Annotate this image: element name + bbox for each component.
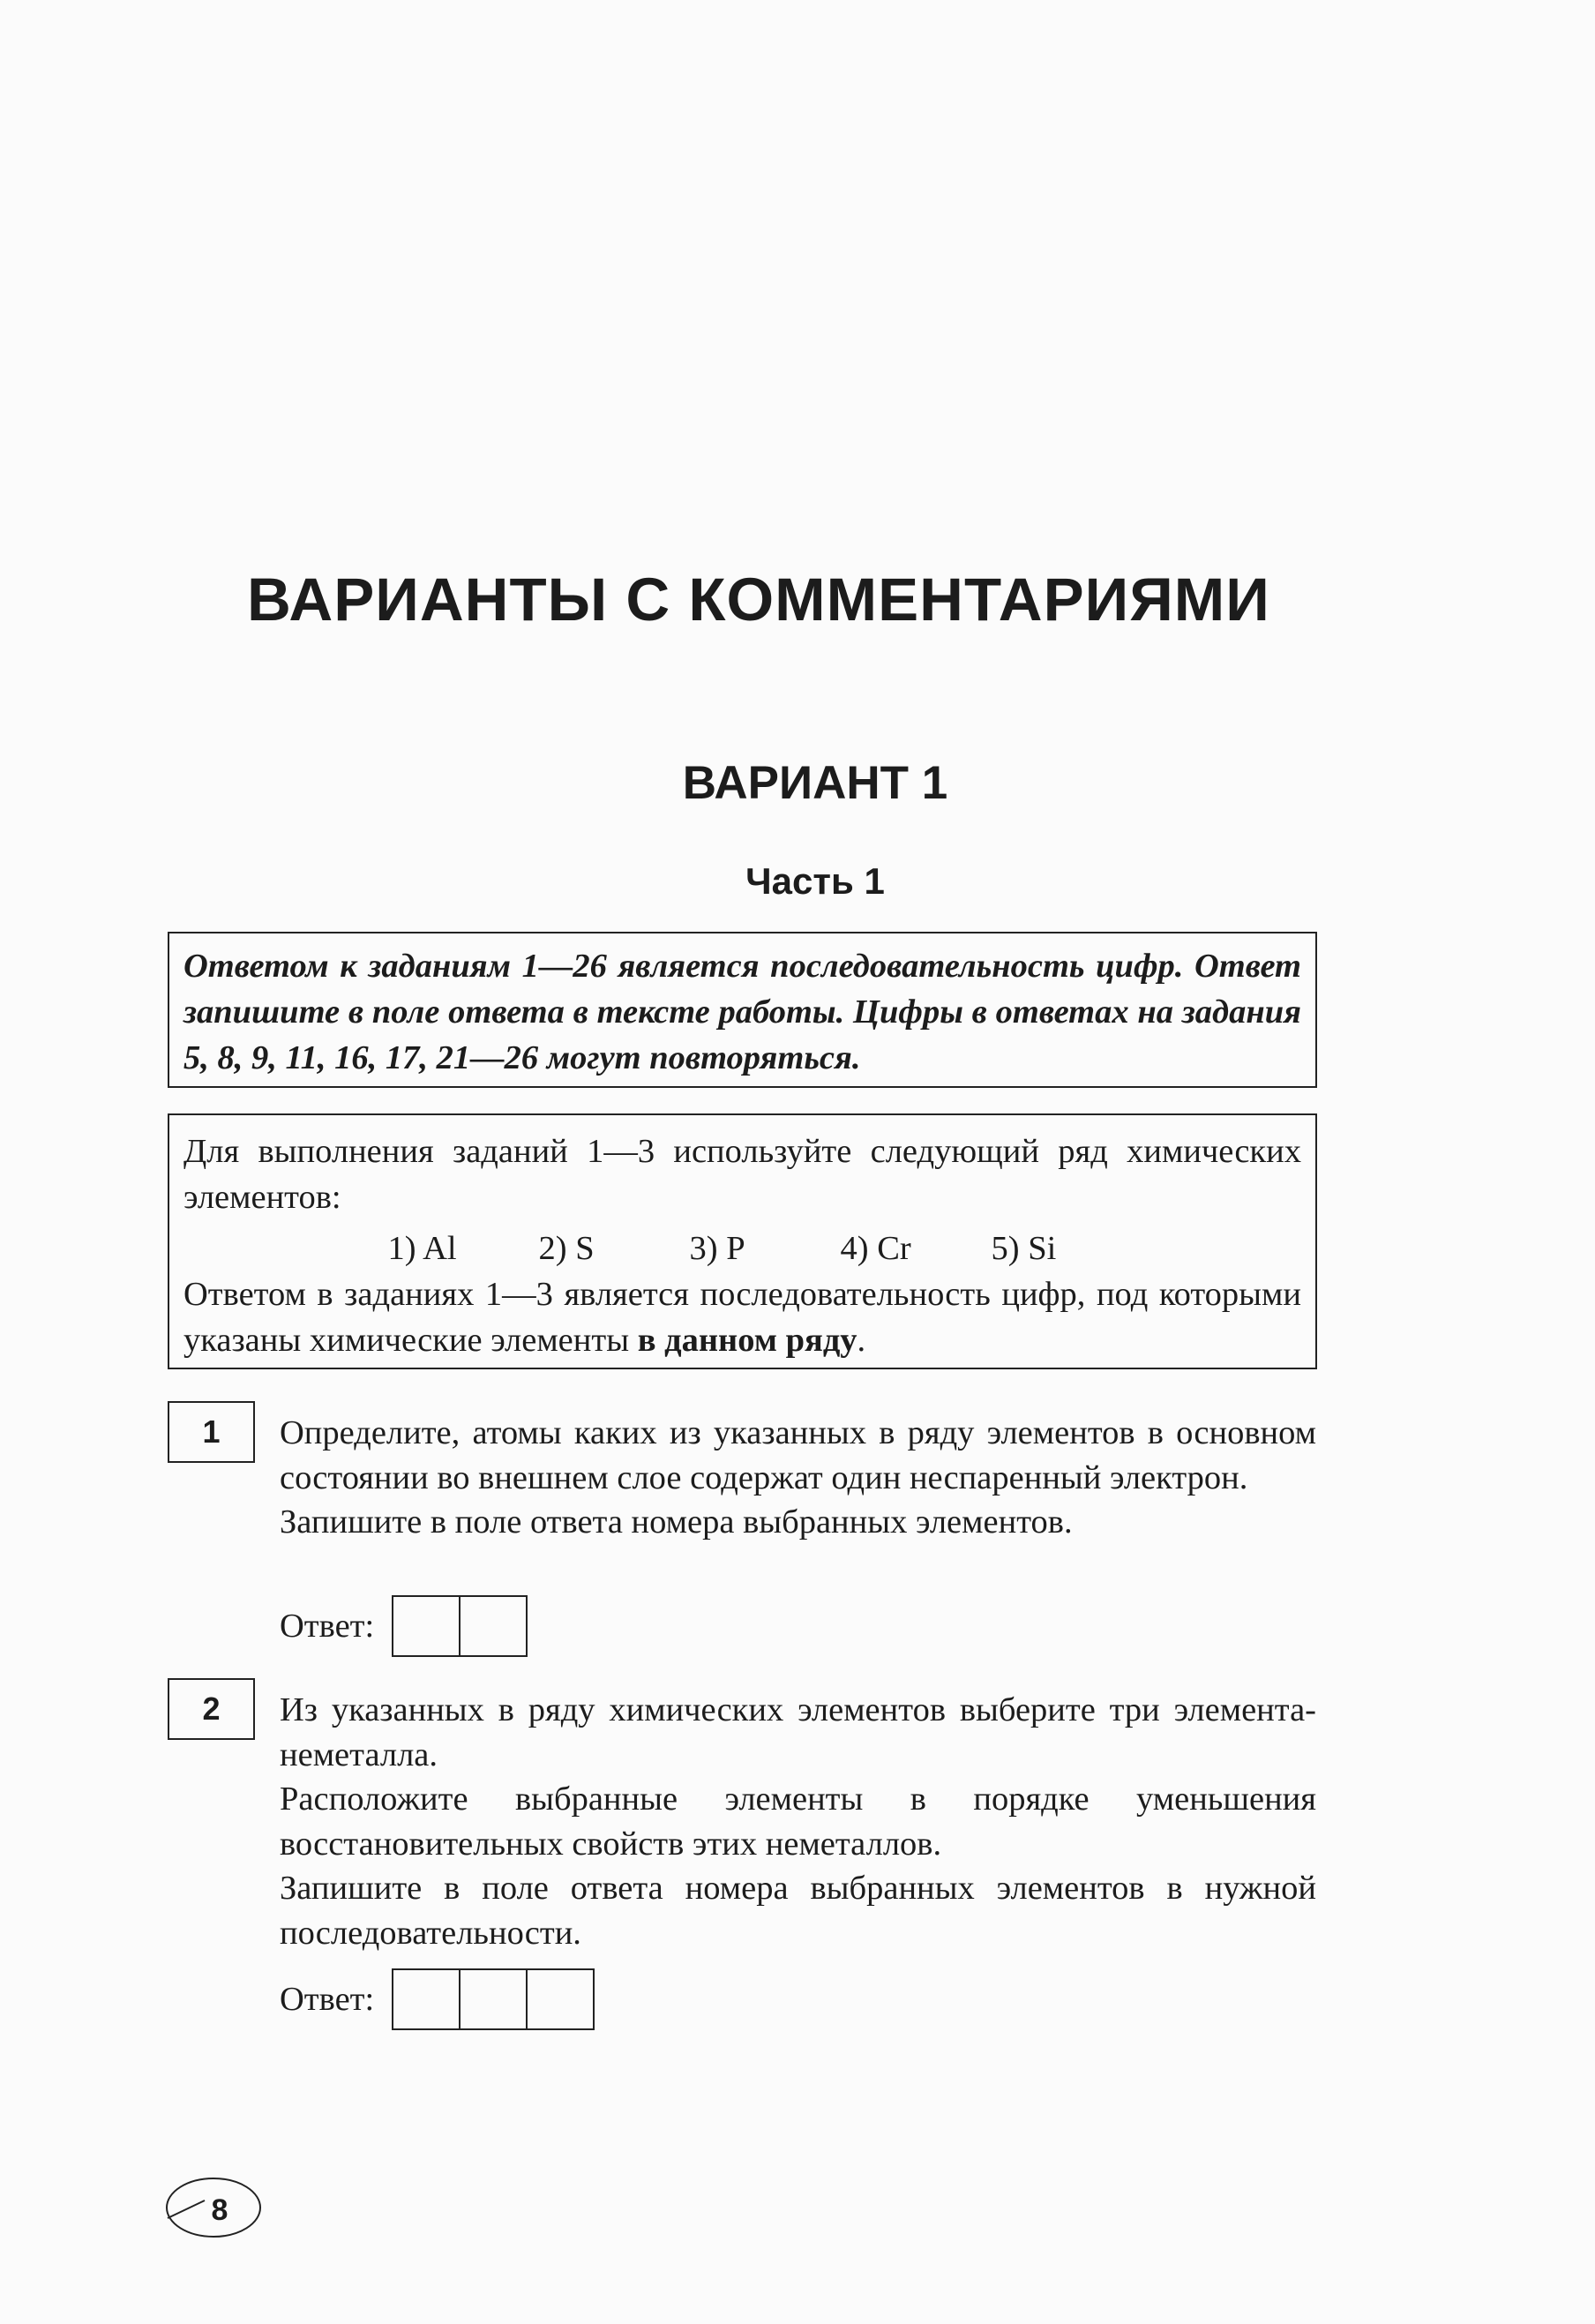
series-note-text: Ответом в заданиях 1—3 является последовательность цифр, под которыми указаны химические элементы xyxy=(183,1276,1301,1359)
element-series xyxy=(183,1226,1301,1271)
series-note-emphasis: в данном ряду xyxy=(637,1322,857,1359)
answer-cell[interactable] xyxy=(526,1970,593,2028)
instruction-text: Ответом к заданиям 1—26 является последовательность цифр. Ответ запишите в поле ответа в тексте работы. Цифры в ответах на задания 5, 8, 9, 11, 16, 17, 21—26 могут повторяться. xyxy=(183,948,1301,1076)
answer-field[interactable] xyxy=(392,1968,595,2030)
task-paragraph: Запишите в поле ответа номера выбранных элементов в нужной последовательности. xyxy=(280,1870,1316,1952)
answer-cell[interactable] xyxy=(459,1597,526,1655)
answer-field[interactable] xyxy=(392,1595,528,1657)
task-number-box xyxy=(168,1401,255,1463)
main-title: ВАРИАНТЫ С КОММЕНТАРИЯМИ xyxy=(247,566,1270,633)
task-2-text xyxy=(280,1688,1316,1955)
series-note-end: . xyxy=(857,1322,866,1359)
element-item: 4) Cr xyxy=(840,1230,911,1267)
task-1-answer xyxy=(280,1595,528,1657)
task-number: 2 xyxy=(202,1691,221,1727)
task-number-box xyxy=(168,1678,255,1740)
variant-title: ВАРИАНТ 1 xyxy=(682,757,948,809)
page-number: 8 xyxy=(211,2193,228,2227)
answer-label: Ответ: xyxy=(280,1608,375,1645)
task-paragraph: Запишите в поле ответа номера выбранных элементов. xyxy=(280,1503,1073,1541)
task-paragraph: Расположите выбранные элементы в порядке уменьшения восстановительных свойств этих неметаллов. xyxy=(280,1780,1316,1863)
element-item: 1) Al xyxy=(387,1230,457,1267)
element-item: 2) S xyxy=(538,1230,595,1267)
task-2-answer xyxy=(280,1968,595,2030)
series-note xyxy=(183,1271,1301,1363)
series-intro: Для выполнения заданий 1—3 используйте следующий ряд химических элементов: xyxy=(183,1133,1301,1216)
element-series-box xyxy=(168,1113,1317,1369)
answer-label: Ответ: xyxy=(280,1981,375,2018)
part-title: Часть 1 xyxy=(745,860,885,902)
task-paragraph: Из указанных в ряду химических элементов выберите три элемента-неметалла. xyxy=(280,1691,1316,1773)
task-paragraph: Определите, атомы каких из указанных в ряду элементов в основном состоянии во внешнем слое содержат один неспаренный электрон. xyxy=(280,1414,1316,1496)
answer-cell[interactable] xyxy=(459,1970,526,2028)
element-item: 3) P xyxy=(689,1230,745,1267)
page-number-badge xyxy=(164,2176,263,2239)
answer-cell[interactable] xyxy=(393,1597,459,1655)
task-1-text xyxy=(280,1411,1316,1545)
task-number: 1 xyxy=(202,1413,221,1450)
answer-cell[interactable] xyxy=(393,1970,459,2028)
instruction-box xyxy=(168,932,1317,1088)
element-item: 5) Si xyxy=(991,1230,1057,1267)
